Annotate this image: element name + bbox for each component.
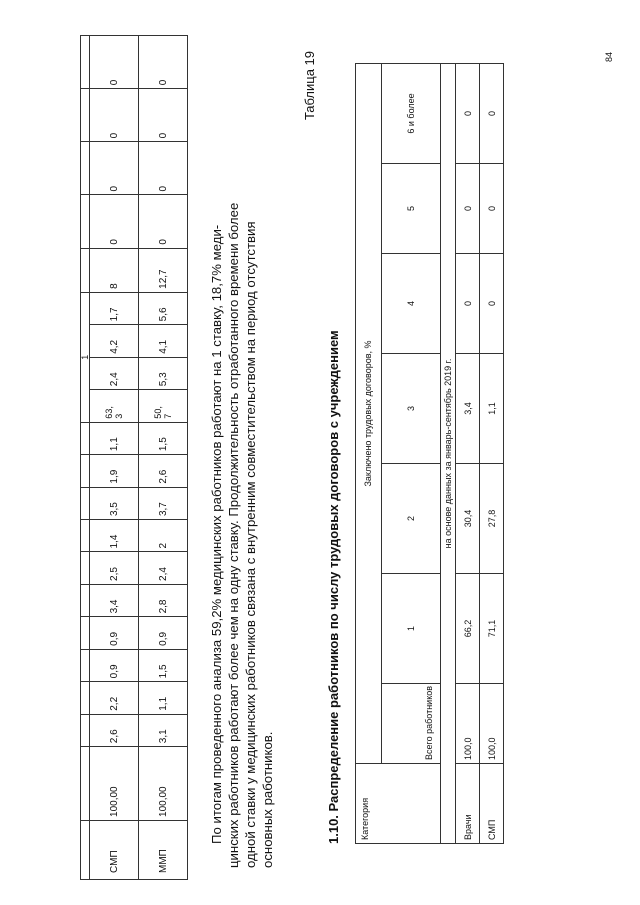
- table-cell: 3,4: [456, 354, 480, 464]
- rotated-page-content: [80, 35, 600, 880]
- column-header: Всего работников: [381, 684, 440, 764]
- contracts-table: [355, 63, 504, 844]
- paragraph-line: одной ставки у медицинских работников связана с внутренним совместительством на период отсутствия: [243, 221, 258, 868]
- table-cell: 1,1: [90, 422, 139, 454]
- table-cell: 0: [139, 36, 188, 89]
- table-cell: 3,4: [90, 584, 139, 616]
- table-cell: 2,6: [139, 455, 188, 487]
- table-cell: 100,00: [139, 747, 188, 821]
- table-cell: 0,9: [139, 617, 188, 649]
- column-header: 6 и более: [381, 63, 440, 163]
- table-cell: 2,5: [90, 552, 139, 584]
- section-heading: 1.10. Распределение работников по числу трудовых договоров с учреждением: [326, 330, 341, 844]
- table-cell: 1,5: [139, 649, 188, 681]
- table-cell: 100,0: [480, 684, 504, 764]
- table-header-row: [381, 63, 440, 843]
- table-cell: 2,2: [90, 682, 139, 714]
- paragraph-line: основных работников.: [260, 731, 275, 868]
- table-cell: 1,4: [90, 520, 139, 552]
- table-cell: 0,9: [90, 649, 139, 681]
- table-cell: 0: [139, 89, 188, 142]
- table-cell: 4,1: [139, 325, 188, 357]
- column-header: 4: [381, 254, 440, 354]
- table-cell: 8: [90, 248, 139, 292]
- table-cell: 2,8: [139, 584, 188, 616]
- table-cell: 5,6: [139, 292, 188, 324]
- table-header-row: [356, 63, 382, 843]
- table-cell: 3,7: [139, 487, 188, 519]
- table-cell: 0: [480, 254, 504, 354]
- table-cell: 3,1: [139, 714, 188, 746]
- row-label: СМП: [480, 764, 504, 844]
- table-row: [456, 63, 480, 843]
- column-header: 2: [381, 464, 440, 574]
- table-cell: 0: [480, 63, 504, 163]
- table-cell: 63, 3: [90, 390, 139, 422]
- table-cell: 2,6: [90, 714, 139, 746]
- table-cell: 1,7: [90, 292, 139, 324]
- table-cell: 2,4: [139, 552, 188, 584]
- column-header: 1: [381, 574, 440, 684]
- table-cell: 0: [90, 195, 139, 248]
- table-cell: 1,1: [480, 354, 504, 464]
- table-cell: 5,3: [139, 357, 188, 389]
- page-number: 84: [604, 51, 614, 62]
- table-subheader-row: [441, 63, 456, 843]
- table-cell: 0: [90, 89, 139, 142]
- row-label: Врачи: [456, 764, 480, 844]
- paragraph-line: цинских работников работают более чем на одну ставку. Продолжительность отработанного времени более: [226, 202, 241, 868]
- table-cell: 66,2: [456, 574, 480, 684]
- table-cell: 0: [90, 36, 139, 89]
- group-header: Заключено трудовых договоров, %: [356, 63, 382, 763]
- table-cell: 0: [456, 63, 480, 163]
- category-header: Категория: [356, 764, 441, 844]
- row-label: ММП: [139, 820, 188, 879]
- table-cell: 71,1: [480, 574, 504, 684]
- table-cell: 30,4: [456, 464, 480, 574]
- table-cell: 0: [90, 142, 139, 195]
- period-subheader: на основе данных за январь-сентябрь 2019 г.: [441, 63, 456, 843]
- header-cell: 1: [81, 292, 90, 422]
- table-cell: 0: [456, 164, 480, 254]
- table-number: Таблица 19: [302, 51, 317, 121]
- column-header: 5: [381, 164, 440, 254]
- table-cell: 50, 7: [139, 390, 188, 422]
- table-cell: 0: [139, 142, 188, 195]
- table-cell: 0: [456, 254, 480, 354]
- continued-table: [80, 35, 188, 880]
- table-cell: 0,9: [90, 617, 139, 649]
- table-cell: 100,00: [90, 747, 139, 821]
- table-row: [480, 63, 504, 843]
- analysis-paragraph: [208, 58, 276, 868]
- table-cell: 2,4: [90, 357, 139, 389]
- table-header-row: [81, 36, 90, 880]
- row-label: СМП: [90, 820, 139, 879]
- table-cell: 0: [480, 164, 504, 254]
- table-cell: 100,0: [456, 684, 480, 764]
- table-cell: 2: [139, 520, 188, 552]
- table-cell: 1,5: [139, 422, 188, 454]
- table-cell: 0: [139, 195, 188, 248]
- table-cell: 4,2: [90, 325, 139, 357]
- table-cell: 1,9: [90, 455, 139, 487]
- paragraph-line: По итогам проведенного анализа 59,2% медицинских работников работают на 1 ставку, 18,7% меди-: [209, 224, 224, 844]
- table-cell: 12,7: [139, 248, 188, 292]
- table-row: [139, 36, 188, 880]
- table-cell: 3,5: [90, 487, 139, 519]
- column-header: 3: [381, 354, 440, 464]
- table-cell: 27,8: [480, 464, 504, 574]
- table-row: [90, 36, 139, 880]
- table-cell: 1,1: [139, 682, 188, 714]
